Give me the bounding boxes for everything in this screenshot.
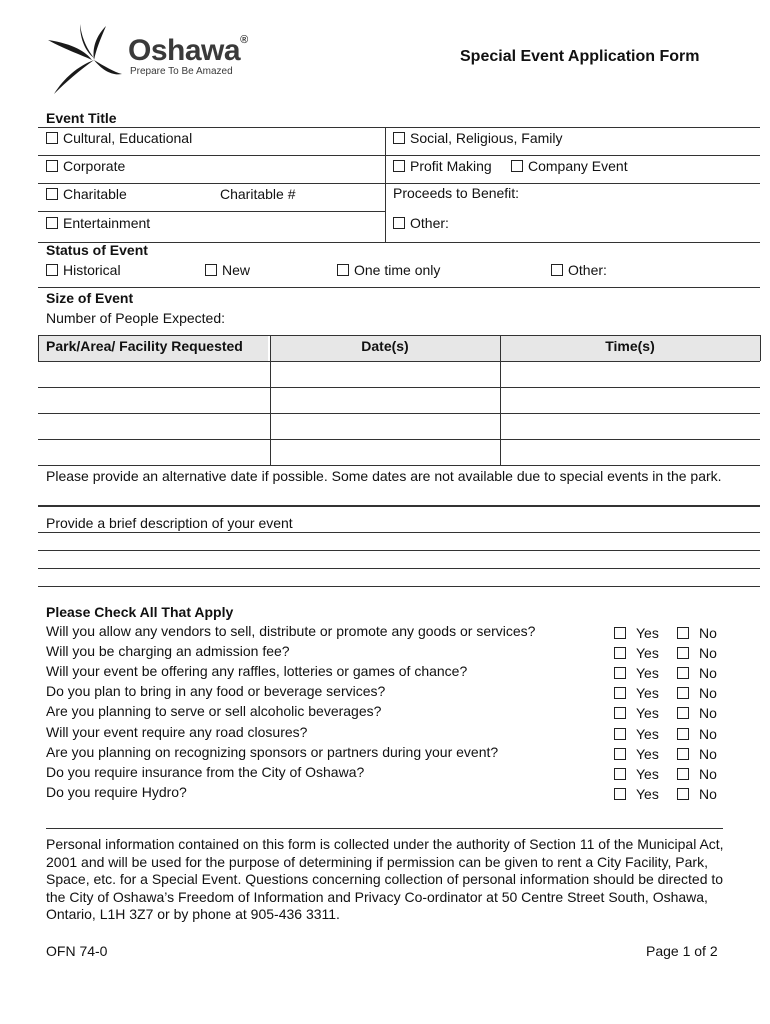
checkbox-icon[interactable]	[46, 160, 58, 172]
checkbox-yes[interactable]	[614, 766, 659, 783]
table-cell-input[interactable]	[39, 414, 269, 439]
checkbox-no[interactable]	[677, 645, 717, 662]
checkbox-icon[interactable]	[677, 667, 689, 679]
logo-wordmark: Oshawa®	[128, 34, 248, 67]
checkbox-icon[interactable]	[614, 728, 626, 740]
checkbox-no-label: No	[699, 625, 717, 641]
checkbox-icon[interactable]	[677, 768, 689, 780]
description-line-input[interactable]	[38, 533, 760, 550]
checkbox-no-label: No	[699, 705, 717, 721]
checkbox-event-other[interactable]: Other:	[393, 215, 449, 232]
checkbox-yes[interactable]	[614, 685, 659, 702]
checkbox-icon[interactable]	[205, 264, 217, 276]
checklist-question: Will you allow any vendors to sell, distribute or promote any goods or services?	[46, 623, 536, 639]
checkbox-no[interactable]	[677, 786, 717, 803]
checkbox-icon[interactable]	[614, 647, 626, 659]
table-cell-input[interactable]	[271, 440, 499, 465]
checkbox-no-label: No	[699, 766, 717, 782]
checkbox-icon[interactable]	[614, 627, 626, 639]
checkbox-yes[interactable]	[614, 625, 659, 642]
checkbox-yes-label: Yes	[636, 705, 659, 721]
checkbox-profit-making[interactable]: Profit Making	[393, 158, 492, 175]
checkbox-icon[interactable]	[614, 667, 626, 679]
checkbox-no-label: No	[699, 726, 717, 742]
checkbox-no[interactable]	[677, 766, 717, 783]
checkbox-icon[interactable]	[511, 160, 523, 172]
people-expected-label: Number of People Expected:	[46, 310, 225, 326]
table-cell-input[interactable]	[271, 388, 499, 413]
checkbox-icon[interactable]	[677, 707, 689, 719]
checkbox-icon[interactable]	[614, 707, 626, 719]
checkbox-icon[interactable]	[46, 264, 58, 276]
privacy-notice: Personal information contained on this form is collected under the authority of Section 11 of the Municipal Act, 2001 and will be used for the purpose of determining if permission can be given to rent a City Facility, Park, Space, etc. for a Special Event. Questions concerning collection of personal information should be directed to the City of Oshawa’s Freedom of Information and Privacy Co-ordinator at 50 Centre Street South, Oshawa, Ontario, L1H 3Z7 or by phone at 905-436 3311.	[46, 836, 724, 923]
checkbox-corporate[interactable]: Corporate	[46, 158, 125, 175]
table-cell-input[interactable]	[501, 362, 759, 387]
table-cell-input[interactable]	[39, 440, 269, 465]
checkbox-entertainment[interactable]: Entertainment	[46, 215, 150, 232]
checkbox-yes[interactable]	[614, 705, 659, 722]
checkbox-no[interactable]	[677, 705, 717, 722]
checkbox-yes-label: Yes	[636, 645, 659, 661]
table-cell-input[interactable]	[501, 388, 759, 413]
checklist-question: Will you be charging an admission fee?	[46, 643, 290, 659]
page-number: Page 1 of 2	[646, 943, 718, 959]
checklist-question: Do you require Hydro?	[46, 784, 187, 800]
checkbox-icon[interactable]	[46, 217, 58, 229]
checkbox-no[interactable]	[677, 625, 717, 642]
checkbox-icon[interactable]	[614, 788, 626, 800]
checkbox-yes[interactable]	[614, 726, 659, 743]
checkbox-no-label: No	[699, 685, 717, 701]
checkbox-cultural[interactable]: Cultural, Educational	[46, 130, 192, 147]
table-cell-input[interactable]	[501, 414, 759, 439]
checkbox-icon[interactable]	[337, 264, 349, 276]
checkbox-icon[interactable]	[551, 264, 563, 276]
table-cell-input[interactable]	[271, 414, 499, 439]
checkbox-icon[interactable]	[677, 687, 689, 699]
checkbox-yes-label: Yes	[636, 625, 659, 641]
checkbox-status-other[interactable]: Other:	[551, 262, 607, 279]
checkbox-no[interactable]	[677, 685, 717, 702]
checkbox-icon[interactable]	[46, 132, 58, 144]
size-heading: Size of Event	[46, 290, 134, 306]
checkbox-icon[interactable]	[614, 768, 626, 780]
checkbox-icon[interactable]	[614, 748, 626, 760]
checkbox-one-time[interactable]: One time only	[337, 262, 440, 279]
table-header-times: Time(s)	[500, 335, 760, 361]
checklist-question: Do you plan to bring in any food or beverage services?	[46, 683, 386, 699]
checkbox-no[interactable]	[677, 665, 717, 682]
checkbox-yes[interactable]	[614, 786, 659, 803]
checkbox-no-label: No	[699, 786, 717, 802]
checkbox-social[interactable]: Social, Religious, Family	[393, 130, 563, 147]
checkbox-yes-label: Yes	[636, 786, 659, 802]
event-title-heading: Event Title	[46, 110, 117, 126]
checkbox-yes-label: Yes	[636, 685, 659, 701]
checkbox-icon[interactable]	[677, 647, 689, 659]
checklist-question: Will your event require any road closures?	[46, 724, 308, 740]
checkbox-new[interactable]: New	[205, 262, 250, 279]
table-header-facility: Park/Area/ Facility Requested	[38, 335, 268, 361]
table-cell-input[interactable]	[39, 388, 269, 413]
checkbox-yes-label: Yes	[636, 665, 659, 681]
status-heading: Status of Event	[46, 242, 148, 258]
checkbox-no[interactable]	[677, 746, 717, 763]
form-number: OFN 74-0	[46, 943, 108, 959]
description-line-input[interactable]	[38, 569, 760, 586]
checkbox-icon[interactable]	[614, 687, 626, 699]
checklist-question: Will your event be offering any raffles, lotteries or games of chance?	[46, 663, 468, 679]
table-cell-input[interactable]	[501, 440, 759, 465]
alternative-date-note: Please provide an alternative date if possible. Some dates are not available due to special events in the park.	[46, 468, 722, 484]
checklist-heading: Please Check All That Apply	[46, 604, 234, 620]
checkbox-icon[interactable]	[677, 748, 689, 760]
checkbox-icon[interactable]	[393, 132, 405, 144]
checkbox-yes[interactable]	[614, 665, 659, 682]
form-title: Special Event Application Form	[460, 48, 700, 65]
checklist-question: Are you planning to serve or sell alcoholic beverages?	[46, 703, 382, 719]
checkbox-icon[interactable]	[677, 788, 689, 800]
checkbox-charitable[interactable]: Charitable	[46, 186, 127, 203]
checkbox-yes-label: Yes	[636, 726, 659, 742]
checkbox-yes-label: Yes	[636, 746, 659, 762]
checklist-question: Do you require insurance from the City of Oshawa?	[46, 764, 365, 780]
checkbox-icon[interactable]	[393, 160, 405, 172]
charitable-number-label: Charitable #	[220, 186, 296, 202]
checkbox-icon[interactable]	[46, 188, 58, 200]
city-logo	[44, 22, 254, 97]
checkbox-no-label: No	[699, 645, 717, 661]
checkbox-yes-label: Yes	[636, 766, 659, 782]
description-label: Provide a brief description of your event	[46, 515, 293, 531]
table-cell-input[interactable]	[271, 362, 499, 387]
logo-tagline: Prepare To Be Amazed	[130, 66, 233, 77]
checkbox-no-label: No	[699, 665, 717, 681]
checkbox-company-event[interactable]: Company Event	[511, 158, 628, 175]
proceeds-to-benefit-label: Proceeds to Benefit:	[393, 185, 520, 201]
checkbox-no-label: No	[699, 746, 717, 762]
checkbox-historical[interactable]: Historical	[46, 262, 121, 279]
checklist-question: Are you planning on recognizing sponsors or partners during your event?	[46, 744, 499, 760]
checkbox-icon[interactable]	[677, 728, 689, 740]
table-cell-input[interactable]	[39, 362, 269, 387]
oshawa-star-logo-icon	[44, 22, 124, 97]
table-header-dates: Date(s)	[270, 335, 500, 361]
checkbox-icon[interactable]	[393, 217, 405, 229]
checkbox-no[interactable]	[677, 726, 717, 743]
checkbox-icon[interactable]	[677, 627, 689, 639]
checkbox-yes[interactable]	[614, 645, 659, 662]
checkbox-yes[interactable]	[614, 746, 659, 763]
description-line-input[interactable]	[38, 551, 760, 568]
